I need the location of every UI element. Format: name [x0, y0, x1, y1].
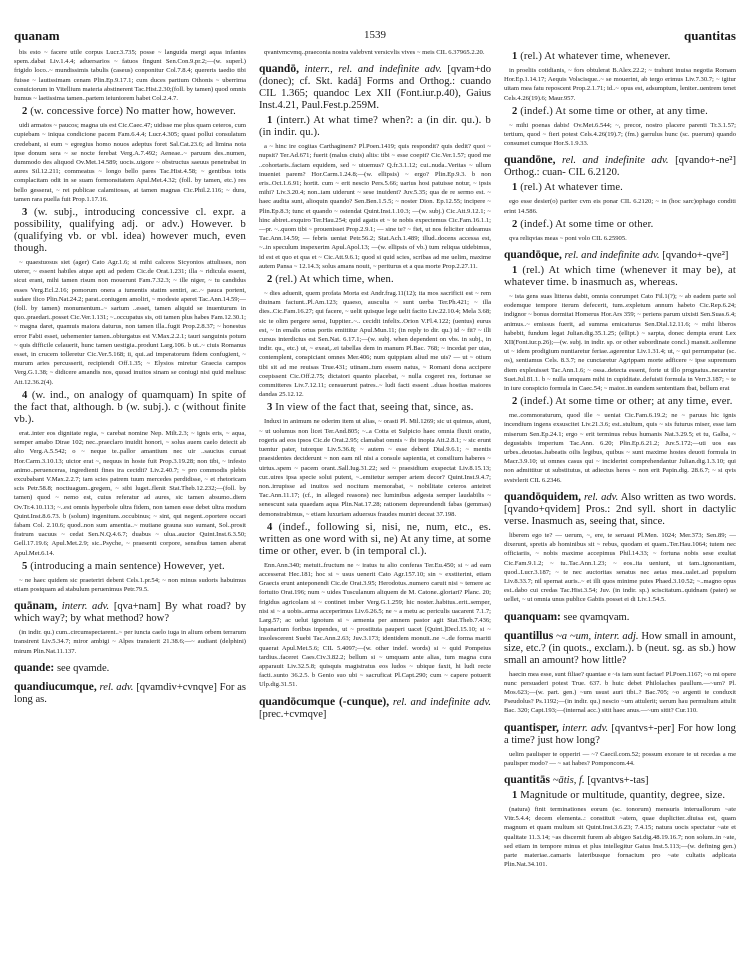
etymology: [qva+nam] — [113, 601, 161, 613]
sense-number: 2 — [512, 218, 518, 230]
citation-block: liberem ego te? — uerum, ~, ere, te seruaui Pl.Men. 1024; Mer.373; Sen.89; — dixerunt, spretis ab hominibus sit ~ rebus, quodam et quam..Ter.Hau.1064; tutem nec officiariis, ~ nobis maxime accepimus Phil.14.33; ~ fortuna nobis sese exultat Cic.Fam.9.1.2; ~ tu..Tac.Ann.1.23; ~ eos..ita ueniunt, ut tam..ignorantiam, quod..Lucr.3.187; ~ te nec auctoritas senatus nec aetas mea..ualet..ad populum Liv.8.33.7; nil spernat auris..~ et illi quos minime putes Phaed.3.10.52; ~..magno opus est..dabo cui credas Tac.Hist.3.54; Juv. (in indir. sp.) sciscitatum..quidnam (pater) se uellet, ~ ut omnia unus publice Gabiis posset ei di Liv.1.54.5. — [504, 531, 736, 604]
citation-block: (in indir. qu.) cum..circumspectarent..~ per iuncta caelo iuga in alium orbem terrarum transirent Liv.5.34.7; miror ambigi ~ Alpes transierit 21.38.6;—~ audiant (delphini) mirum Plin.Nat.11.137. — [14, 629, 246, 655]
etymology: [qvamdiv+cvnqve] — [136, 681, 217, 693]
etymology: [qvando+-qve²] — [662, 250, 729, 262]
etymology: [prec.+cvmqve] — [259, 708, 327, 720]
headword: quānam, — [14, 600, 58, 613]
sense-number: 2 — [22, 106, 28, 118]
dictionary-entry — [14, 662, 246, 675]
citation-block: qvantvmcvmq..praeconia nostra valebvnt versicvlis vives ~ meis CIL 6.37965.2.20. — [264, 49, 485, 56]
sense-definition: 3 In view of the fact that, seeing that, since, as. — [267, 402, 474, 414]
sense-number: 5 — [22, 560, 28, 572]
etymology: [qvantvs+-tas] — [587, 774, 649, 786]
headword: quantisper, — [504, 721, 559, 734]
left-guideword: quanam — [14, 28, 60, 43]
right-guideword: quantitas — [683, 28, 736, 43]
definition: Orthog.: cuan- CIL 6.2120. — [504, 167, 620, 179]
part-of-speech: interr., rel. and indefinite adv. — [304, 64, 442, 76]
citation-block: Enn.Ann.340; metuit..fructum ne ~ iratus tu alio conferas Ter.Eu.450; si ~ ad eam accesserat Hec.181; hoc si ~ usus uenerit Cato Agr.157.10; sin ~ exstiterint, etiam Graecis erunt anteponendi Cic.de Orat.3.95; Herodotus..numero caruit nisi ~ temere ac fortuito Orat.196; num ~ uides Tusculanum aliquem de M. Catone..gloriari? Planc. 20; frigidus agricolam si ~ continet imber Verg.G.1.259; hic noster..habitus..erit..semper, nisi si ~ a uobis..arma acceperimus Liv.6.26.5; ne ~ a metu ac periculis uacarent 7.1.7; Larg.57; ac uelut ignotum si ~ armenta per amnem pastor agit Stat.Theb.7.436; lupanarium foribus inpendes, ut ~ prostituta pauperi uacet [Quint.]Decl.15.10; si ~ insolescerent Suebi Tac.Ann.2.63; Juv.3.173; identidem monuit..ne ~..de forma mariti quaerat Apul.Met.5.6; CIL 5.4097;—(w. other indef. words) si ~ quid Pompeius tardius..faceret Caes.Civ.3.82.2; bellum si ~ umquam ante alias, tum magna cura apparauit Liv.32.5.8; quisquis magistratus eos ludos ~ ubique faxit, hi ludi recte facti..sunto 36.2.5. b Genio suo ubi ~ sacruficat Pl.Capt.290; cum ~ capere potuerit Ulp.dig.31.51. — [259, 561, 491, 689]
dictionary-entry — [259, 696, 491, 721]
definition: How small in amount, size, etc.? (in quots., exclam.). b (neut. sg. as sb.) how small an amount? how little? — [504, 630, 736, 666]
part-of-speech: rel. and indefinite adv. — [392, 696, 492, 708]
headword: quandōquidem, — [504, 490, 582, 503]
part-of-speech: interr. adv. — [61, 601, 110, 613]
sense-definition: 1 (rel.) At which time (whenever it may be), at whatever time. b inasmuch as, whereas. — [504, 265, 736, 289]
definition: For as long as. — [14, 681, 246, 705]
sense-definition: 2 (w. concessive force) No matter how, however. — [22, 106, 236, 118]
citation-block: ~ dies aduenit, quem profata Morta est Andr.frag.11(12); ita mos sacrificii est ~ rem diuinam faciunt..Pl.Am.123; quaeso, ausculta ~ sunt uerba Ter.Ph.421; ~ illa dies..Cic.Fam.16.27; qui facere, ~ uelit quisque lege uelit facito Liv.22.10.4; Mela 3.68; sic te olim pergere sensi, Iuppiter..~.. cecidit infelix..Orion V.Fl.4.122; (uentus) eurus est, ~ in emalis ortus portis emittitur Apul.Mun.11; (in reply to dir. qu.) id ~ fit? ~ illi cursus interdictus est Sen.Nat. 6.17.1;—(w. subj. when dependent on vbs. in subj., in indir. qu., etc.) ut, ~ exeat,..ei tabellas dem in manum Pl.Bac. 768; ~ incedat per uias, contemplent, conspiciant omnes Mer.406; num quippiam aliud me uis? — ut ~ otium tibi sit ad me reuisas True.431; utinam..tum essem natus, ~ Romani dona accipere coepissent Cic.Off.2.75; dictatori quanto placebat, ~ nulla cogeret res, fortunae se committeres Liv.7.12.11; censuerunt patres..~ ludi facti essent ..duas hostias maiores dandas 25.12.12. — [259, 290, 491, 399]
headword: quantillus — [504, 629, 554, 642]
headword: quanquam: — [504, 610, 561, 623]
sense-number: 1 — [512, 182, 518, 194]
sense-definition: 2 (indef.) At some time or other, at any time. — [512, 105, 708, 117]
dictionary-entry — [504, 154, 736, 179]
citation-block: erat..inter eos dignitate regia, ~ carebat nomine Nep. Milt.2.3; ~ ignis eris, ~ aqua, semper amabo Dirae 102; nec..praeclaro inuidit honori, ~ solus auem caelo deiecit ab alto Verg.A.5.542; o ~ neque te..pallor amantium nec uir ..saucius curuat Hor.Carm.3.10.13; uictor erat ~, nequus in hoste fuit Prop.3.19.28; non tibi, ~ infesto animo..peruenceras, ingredienti fines ira cecidit? Liv.2.40.7; ~ pro commodis plebis excubabant V.Max.2.2.7; iam scies patrem tuum mercedes perdidisse, ~ et rhetoricam scis Petr.58.8; noctiuagum..gregem, ~ sibi luget..flenit Stat.Theb.12.232;—(foll. by tamen) quod ~ nemo est, cuius referatur ad aures, sic tamen absumo..diem Ov.Tr.4.10.113; ~..est omnis hyperbole ultra fidem, non tamen esse debet ultra modum Quint.Inst.8.6.73. b (solum) ingenitum..occubinus; ~ sint, qui negent..oportere occari fabam Col. 2.10.6; quod..non sum amentia..~ mutiane grauna suo sumant, Sol..prosit fratrum uacuus ~ cedat Sen.N.Q.4.6.7; duabus ~ ulua..auctor Quint.Inst.6.3.50; Gell.17.19.6; Apul.Met.2.9; sic..Psyche, ~ praesenti corpore, sensibus tamen aberat Apul.Met.6.14. — [14, 429, 246, 557]
sense-definition: 2 (rel.) At which time, when. — [267, 274, 394, 286]
headword: quantitās — [504, 773, 551, 786]
citation-block: a ~ hinc ire cogitas Carthaginem? Pl.Poen.1419; quis respondit? quis dedit? quoi ~ nupsit? Ter.Ad.671; fuerit (malus ciuis) aliis: tibi ~ esse coepit? Cic.Ver.1.57; quod me ..cohortaris..faciam equidem, sed ~ uiuemus? Q.fr.3.1.12; cui..nuda..Veritas ~ ullum inueniet parem? Hor.Carm.1.24.8;—(w. ellipsis) ~ ergo? Plin.Ep.9.3. b non eris..Oct.1.6.91; hortit. cum ~ erit nescio Pers.5.66; uarius hosi patuisse notur, ~ ipsis mihi? Liv.3.20.4; non..iam uiderunt ~ sese inuident? Juv.5.35; qua de re sermo est. ~ haec audita sunt, alioquin quando? Sen.Ben.1.5.5; ~ noster Dion. Ep.12.55; incipere ~ Plin.Ep.8.3; tunc et quando ~ ostendat Quint.Inst.1.10.3; —(w. subj.) Cic.Att.9.12.1; ~ hinc abiret..exquiro Ter.Hau.254; quid agatis et ~ te nobis expectemus Cic.Fam.16.1.1; —pr. ~..quom tibi ~ prouenisset Prop.2.9.1; — sine te? ~ fiet, ut nos feliciter uideamus Tac.Ann.14.59; — febris ueniat Petr.56.2; Stat.Ach.1.489; illud..docens accessa est, ~..in speculum inspexerim Apul.Apol.13; —(w. ellipsis of vb.) tum reliqua uidebimus, id est et quo et qua et ~ Cic.Att.9.6.1; quod si quid scies, scribas ad me uelim, maxime autem Pansa ~ 12.14.3; solus amans nouit, ~ periturus et a qua morte Prop.2.27.11. — [259, 143, 491, 270]
etymology: Also written as two words. [qvando+qvidem] — [504, 491, 736, 515]
citation-block: in proeliis cotidianis, ~ fors obtulerat B.Alex.22.2; ~ trahunt inuisa negotia Romam Hor.Ep.1.14.17; Aequis Volscisque..~ se mouerint, ab tergo erimus Liv.7.30.7; ~ igitur uitam mea fatu reposcent Prop.2.1.71; id..~ opus est, adsumptum, leniter..uentrem tenet Cels.4.26(19).6; Maur.957. — [504, 67, 736, 102]
headword: quandōcumque (-cunque), — [259, 695, 390, 708]
etymology: [qvando+-ne²] — [675, 155, 737, 167]
citation-block: ~ ista gens suas litteras dabit, omnia conrumpet Cato Fil.1(?); ~ ab eadem parte sol eodemque tempore iterum defecerit, tum..expletum annum habeto Cic.Rep.6.24; indignor ~ bonus dormitat Homerus Hor.Ars 359; ~ periens parum uixisti Sen.Suas.6.4; animus..~ emissus fuerit, ad summa emicaturus Sen.Dial.12.11.6; ~ mihi liberos habebit, fundum legat Julian.dig.35.1.25; (ellipt.) ~ sarpta, donec dempta erunt Lex XII(Font.iur.p.26);—(w. subj. in indir. sp. or other subordinate concl.) mansit..sollemne ut ~ idem prodigium nuntiaretur feriae..agerentur Liv.1.31.4; ut, ~ qui perrumpatur (sc. os), sentiamus Cels. 8.3.7; ne cunctaretur Agrippam morte adficere ~ ipse supremum diem expleuisset Tac.Ann.1.6; ~ ossa..detecta essent, forte ut illo prognatus..necaretur Suet.Jul.81.1. b ~ nulla umquam mihi in cupiditate..defuisti formula in Verr.3.187; ~ te in iure conspicio formula in Caec.54; ~ maior..in eandem sententiam ibat, bellum erat — [504, 293, 736, 393]
etymology: [qvam+do (donec); cf. Skt. kadá] — [259, 64, 491, 88]
headword: quandō, — [259, 63, 299, 76]
citation-block: qva reliqvias meas ~ poni volo CIL 6.25905. — [509, 234, 627, 242]
part-of-speech: rel. adv. — [99, 681, 134, 693]
sense-definition: 1 (interr.) At what time? when?: a (in dir. qu.). b (in indir. qu.). — [259, 115, 491, 139]
citation-block: ego esse desier(o) pariter cvm eis ponar CIL 6.2120; ~ in (hoc sarc)ophago conditi erint 14.586. — [504, 198, 736, 215]
sense-definition: 1 (rel.) At whatever time. — [512, 182, 623, 194]
citation-block: uelim paulisper te opperiri — ~? Caecil.com.52; possum exorare te ut recedas a me paulisper modo? — ~ sat habes? Pomponcom.44. — [504, 750, 736, 767]
column-2 — [259, 48, 491, 724]
sense-number: 1 — [512, 51, 518, 62]
dictionary-entry — [14, 600, 246, 625]
sense-definition: 1 Magnitude or multitude, quantity, degree, size. — [512, 789, 726, 801]
running-head — [14, 28, 736, 44]
part-of-speech: ~a ~um, interr. adj. — [556, 630, 639, 642]
part-of-speech: interr. adv. — [562, 722, 609, 734]
part-of-speech: ~ātis, f. — [552, 774, 585, 786]
sense-number: 1 — [267, 115, 273, 127]
definition: By what road? by which way?; by what method? how? — [14, 601, 247, 625]
sense-definition: 4 (w. ind., on analogy of quamquam) In spite of the fact that, although. b (w. subj.). c (without finite vb.). — [14, 389, 246, 425]
etymology: [qvantvs+-per] — [611, 722, 675, 734]
page-number: 1539 — [364, 29, 386, 41]
part-of-speech: rel. and indefinite adv. — [564, 250, 660, 262]
sense-definition: 2 (indef.) At some time or other; at any time, ever. — [512, 396, 733, 408]
headword: quandōne, — [504, 154, 556, 167]
citation-block: ~ quaestuosus siet (ager) Cato Agr.1.6; si mihi calceos Sicyonios attulisses, non uterer, ~ essent habiles atque apti ad pedem Cic.de Orat.1.231; illa ~ ridicula essent, sicut erant, mihi tamen risum non mouerunt Fam.7.32.3; ~ ille niger, ~ tu candidus esses Verg.Ecl.2.16; pomorum onera a iumentis statim sentiri, ac..~ pauca portent, sudare ilico Plin.Nat.24.2; parat..coniugem amoliri, ~ modeste aperet Tac.Ann.14.59;—(foll. by tamen) monumentum..~ sartum ..esset, tamen aliquid se inuenturum in quo..praedari..posset Cic.Ver.1.131; ~..occupatus sis, oti tamen plus habes Fam.12.30.1; ~ magna daret, quamuis maiora daturus, non tamen illa..fugit Prop.2.8.37; ~ honestus error Fabii esset, uehementer tamen..obiurgatus est V.Max.2.2.1; tauri sanguinis potum ~ quis difficile celauerit, hunc tamen uestigia..produnt Larg.106. b ut..~ ciuis Romanus esset, in crucem tolleretur Cic.Ver.5.168; ii, qui..ad imperatorum fidem confugient, ~ murum aries percusserit, recipiendi Off.1.35; ~ Elysios miretur Graecia campos Verg.G.1.38; ~ didicere amandis nos, quoad inuitos sinam se coniugi nisi quid meliusc Att.12.36.2(4). — [14, 259, 246, 386]
sense-number: 3 — [22, 207, 28, 219]
column-1 — [14, 48, 246, 709]
headword: quande: — [14, 661, 55, 674]
citation-block: me..commoraturum, quod ille ~ ueniat Cic.Fam.6.19.2; ne ~ paruus hic ignis incendium ingens exsuscitet Liv.21.3.6; est..stultum, quis ~ sis futurus miser, esse iam miserum Sen.Ep.24.1; ergo ~ erit terminus rebus humanis Nat.3.29.5; et tu, Galba, ~ degustabis imperium Tac.Ann. 6.20; Plin.Ep.6.21.2; Juv.5.172;—uti uos eas urbes..deuotas..habeatis oilis legibus, quibus ~ sunt maxime hostes deuoti formula in Macr.3.9.10; ut omnes casus qui ~ inciderint comprehendantur Julian.dig.1.3.10; qui non admittitur ut substitutus, ut adiectus heres ~ non erit Papin.dig. 28.6.7; ~ si qvis svstvlerit CIL 6.2346. — [504, 412, 736, 484]
definition: Pros.: 2nd syll. short in dactylic verse. Inasmuch as, seeing that, since. — [504, 503, 736, 527]
sense-number: 2 — [267, 274, 273, 286]
citation-block: ~ ne haec quidem sic praeteriri debent Cels.1.pr.54; ~ non minus sudoris habuimus etiam postquam ad stabulum peruenimus Petr.79.5. — [14, 576, 246, 593]
dictionary-entry — [504, 630, 736, 667]
dictionary-entry — [259, 63, 491, 112]
citation-block: bis esto ~ facere utile corpus Lucr.3.735; posse ~ languida mergi aqua infantes spem..dabat Liv.1.4.4; aduersarios ~ fatuos fingunt Sen.Con.9.pr.2;—(w. superl.) frigido loco..~ mundissimis tabulis (caseus) conponitur Col.7.8.4; quereris taedio tibi fuisse ~ lautissimam cenam Plin.Ep.9.17.1; cum duces partium Othonis ~ uberrima conuiciorum in Vitellium materia abstinerent Tac.Hist.2.30;(foll. by tamen) quod omnis humus ~ laetissima tamen..partem ieiuniorem habet Col.2.4.7. — [14, 49, 246, 103]
dictionary-entry — [14, 681, 246, 706]
sense-number: 4 — [22, 389, 28, 401]
dictionary-entry — [504, 722, 736, 747]
sense-number: 2 — [512, 105, 518, 117]
definition: Forms and Orthog.: cuando CIL 1.365; quandoc Lex XII (Font.iur.p.40), Gaius Inst.4.21, Paul.Fest.p.259M. — [259, 76, 491, 112]
headword: quandiucumque, — [14, 680, 97, 693]
sense-definition: 1 (rel.) At whatever time, whenever. — [512, 51, 671, 62]
sense-number: 4 — [267, 521, 273, 533]
dictionary-entry — [504, 611, 736, 624]
column-3 — [504, 48, 736, 872]
sense-definition: 3 (w. subj., introducing concessive cl. expr. a possibility, qualifying adj. or adv.) However. b (qualifying vb. or vbl. idea) however much, even though. — [14, 207, 246, 255]
sense-number: 1 — [512, 789, 518, 801]
citation-block: (natura) finit terminationes eorum (sc. tonorum) mensuris interuallorum ~ate Vitr.5.4.4; decem elementa..: constituit ~atem, quae dupliciter..diuisa est, quam magnum et quam multum sit Quint.Inst.3.6.23; 7.4.15; natura uocis spectatur ~ate et qualitate 11.3.14; ~as discernit furem ab abigeo Sat.dig.48.19.16.7; non solum..in ~ate, sed etiam in tempore minus et plus intellegitur Gaius Inst.5.113;—(w. defining gen.) parte materiae..camaris lateribusque fornacium pro ~ate cultatis adplicata Plin.Nat.34.101. — [504, 805, 736, 869]
sense-definition: 4 (indef., following si, nisi, ne, num, etc., es. written as one word with si, ne) At any time, at some time or other, ever. b (in temporal cl.). — [259, 521, 491, 557]
dictionary-entry — [504, 249, 736, 262]
etymology: see qvamqvam. — [563, 611, 630, 623]
citation-block: Induxi in animum ne oderim item ut alias, ~ orasti Pl. Mil.1269; sic ut quimus, aiunt, ~ ut uolumus non licet Ter.And.805; ~..a Cotta et Sulpicio haec omnia fluxit oratio, rogeris ad eos ipsos Cic.de Orat.2.95; clamabat omnis ~ ibi inopia Att.2.8.1; ~ sic erunt tuentur pater, tutorque Liv.5.36.8; ~ autem ~ esse debent Dial.9.6.1; ~ mentis praesidentes deciderunt ~ non eam nil nisi a consule sapientia, et consilium haberes ~ uirtus..spem ~ pacem orant..Sall.Iug.31.22; sed ~ praesidium exspectat Liv.8.15.13; cur..uires ipsa specie solui putent, ~..emitetur semper artem decor? Quint.Inst.9.4.7; non..irrupisse ad inuitos sed nocitum memorabat, ~ nobilitate ceteros anteiret Tac.Ann.11.17; (cf., in alleged reasons) nec luminibus adgesta semper laudabilis ~ senescunt sata quaedam aqua Plin.Nat.17.28; rationem depreundendi fabas (gemmas) demonstrabimus, ~ etiam luxuriam aduersus fraudes muniri deceat 37.198. — [259, 418, 491, 518]
citation-block: haecin mea esse, sunt filiae? quantae e ~is iam sunt factae! Pl.Poen.1167; ~o mi opere nunc persuaderi potest True. 637. b huic debet Philolaches paullum.—~um? Pl. Mos.623;—(w. part. gen.) ~um usust auri tibi..? Bac.705; ~o argenti te conduxit Pseudolus? Ps.1192;—(in indir. qu.) nescio ~um attulerit; uerum hau permultum attulit Bac. 320; Capt.193;—(internal acc.) sitit haec anus.—~um sitit? Cur.110. — [504, 670, 736, 715]
definition: For how long a time? just how long? — [504, 722, 736, 746]
etymology: see qvamde. — [56, 662, 110, 674]
part-of-speech: rel. adv. — [584, 491, 619, 503]
sense-definition: 2 (indef.) At some time or other. — [512, 218, 654, 230]
dictionary-entry — [504, 774, 736, 787]
dictionary-entry — [504, 491, 736, 528]
sense-number: 1 — [512, 265, 518, 277]
part-of-speech: rel. and indefinite adv. — [561, 155, 669, 167]
headword: quandōque, — [504, 249, 562, 262]
sense-number: 3 — [267, 402, 273, 414]
citation-block: uidi armatos ~ paucos; magna uis est Cic.Caec.47; uidisse me plus quam ceteros, cum cupiebam ~ iniqua condicione pacem Fam.6.4.4; Lucr.4.305; quasi pollui consulatum credebant, si eum ~ egregius homo nouos adeptus foret Sal.Cat.23.6; ad limina nota ipse donum sera ~ se nocte ferebat Verg.A.7.492; Aeneae..~ paruum des..numen, dummodo des aliquod Ov.Met.14.589; uocis..uigore ~ obstructus saeuus penetrabat in aures Sil.12.211; commeatus ~ longo bello pares Tac.Hist.4.58; ~ gentibus totis complacitam odit in se suam formonsitatem Apul.Met.4.32; (foll. by tamen, etc.) res bello gesserat, ~ rei publicae calamitosas, at tamen magnas Cic.Phil.2.116; ~ dura, tamen rara puella fuit Prop.1.17.16. — [14, 122, 246, 203]
sense-number: 2 — [512, 396, 518, 408]
sense-definition: 5 (introducing a main sentence) However, yet. — [22, 560, 225, 572]
citation-block: ~ mihi poenas dabis! Ov.Met.6.544; ~, precor, nostro placere parenti Tr.3.1.57; tertium, quod ~ fieri potest Cels.4.26(19).7; (fm.) garrulus hunc (sc. puerum) quando consumet cumque Hor.S.1.9.33. — [504, 121, 736, 148]
